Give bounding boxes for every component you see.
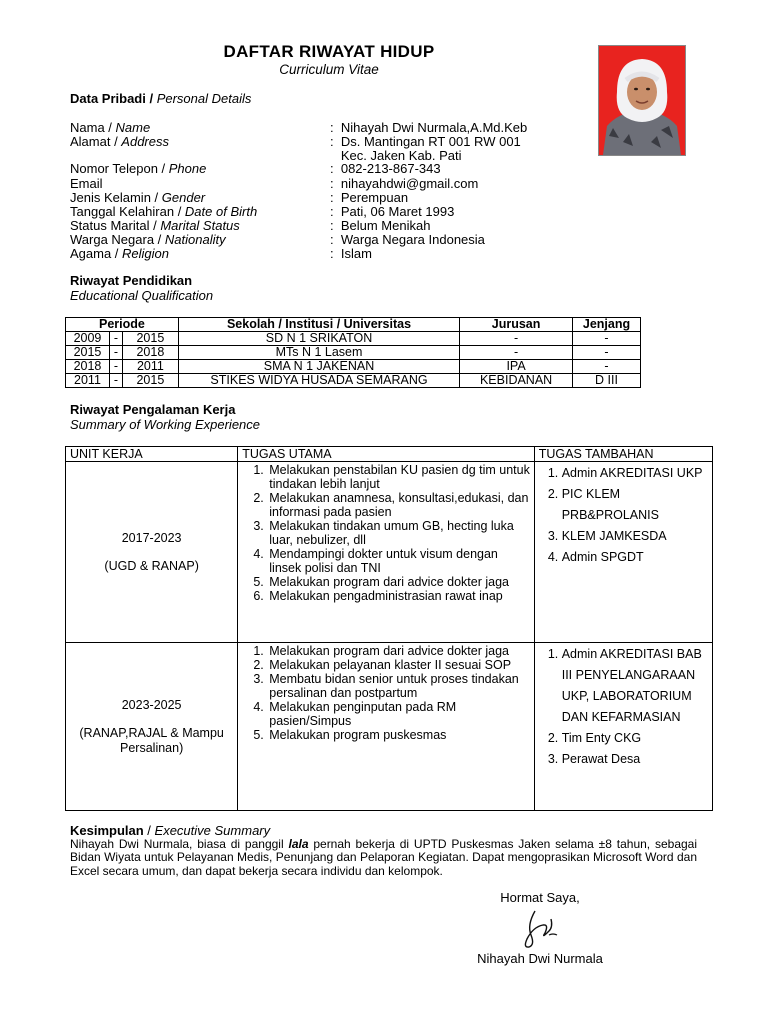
list-item: 3. KLEM JAMKESDA — [562, 526, 711, 547]
period-dash: - — [109, 374, 122, 388]
period-end: 2015 — [122, 374, 178, 388]
level-cell: - — [573, 332, 641, 346]
col-level: Jenjang — [573, 318, 641, 332]
period-dash: - — [109, 346, 122, 360]
education-heading-en: Educational Qualification — [70, 288, 214, 303]
education-table — [65, 317, 641, 388]
period-end: 2015 — [122, 332, 178, 346]
period-end: 2011 — [122, 360, 178, 374]
period-start: 2011 — [66, 374, 110, 388]
main-tasks-cell — [238, 643, 534, 811]
summary-heading: Kesimpulan — [70, 823, 144, 838]
major-cell: KEBIDANAN — [460, 374, 573, 388]
list-item: 5. Melakukan program dari advice dokter jaga — [267, 575, 532, 589]
table-row — [66, 332, 641, 346]
table-row — [66, 346, 641, 360]
personal-label: Alamat / Address — [70, 134, 169, 149]
unit-cell — [66, 643, 238, 811]
table-row — [66, 374, 641, 388]
work-unit: (RANAP,RAJAL & Mampu Persalinan) — [79, 725, 224, 755]
document-subtitle: Curriculum Vitae — [279, 62, 379, 77]
table-row — [66, 643, 713, 811]
col-main-tasks: TUGAS UTAMA — [238, 447, 534, 462]
list-item: 2. Tim Enty CKG — [562, 728, 711, 749]
personal-value: : Ds. Mantingan RT 001 RW 001 — [330, 134, 521, 149]
extra-tasks-cell — [534, 462, 712, 643]
level-cell: D III — [573, 374, 641, 388]
col-school: Sekolah / Institusi / Universitas — [178, 318, 459, 332]
work-heading: Riwayat Pengalaman Kerja — [70, 402, 236, 417]
col-unit: UNIT KERJA — [66, 447, 238, 462]
list-item: 3. Membatu bidan senior untuk proses tindakan persalinan dan postpartum — [267, 672, 532, 700]
personal-value: : nihayahdwi@gmail.com — [330, 176, 479, 191]
level-cell: - — [573, 360, 641, 374]
school-cell: MTs N 1 Lasem — [178, 346, 459, 360]
executive-summary: Kesimpulan / Executive Summary Nihayah Dwi Nurmala, biasa di panggil lala pernah bekerja di UPTD Puskesmas Jaken selama ±8 tahun, sebagai Bidan Wiyata untuk Pelayanan Medis, Penunjang dan Pelaporan Kegiatan. Dapat mengoprasikan Microsoft Word dan Excel secara umum, dan dapat bekerja secara individu dan kelompok. — [70, 823, 698, 878]
list-item: 4. Mendampingi dokter untuk visum dengan linsek polisi dan TNI — [267, 547, 532, 575]
personal-value: : Perempuan — [330, 190, 409, 205]
main-tasks-cell — [238, 462, 534, 643]
summary-heading-en: Executive Summary — [154, 823, 271, 838]
major-cell: IPA — [460, 360, 573, 374]
personal-label: Status Marital / Marital Status — [70, 218, 240, 233]
level-cell: - — [573, 346, 641, 360]
signature-block — [440, 890, 640, 966]
personal-label: Agama / Religion — [70, 246, 170, 261]
list-item: 1. Admin AKREDITASI BAB III PENYELANGARAAN UKP, LABORATORIUM DAN KEFARMASIAN — [562, 644, 711, 728]
summary-text: Nihayah Dwi Nurmala, biasa di panggil lala pernah bekerja di UPTD Puskesmas Jaken selama ±8 tahun, sebagai Bidan Wiyata untuk Pelayanan Medis, Penunjang dan Pelaporan Kegiatan. Dapat mengoprasikan Microsoft Word dan Excel secara umum, dan dapat bekerja secara individu dan kelompok. — [70, 836, 698, 878]
list-item: 3. Perawat Desa — [562, 749, 711, 770]
signer-name: Nihayah Dwi Nurmala — [477, 951, 603, 966]
period-start: 2009 — [66, 332, 110, 346]
personal-value: : 082-213-867-343 — [330, 161, 441, 176]
closing-greeting: Hormat Saya, — [500, 890, 580, 905]
personal-label: Tanggal Kelahiran / Date of Birth — [70, 204, 258, 219]
table-row — [66, 360, 641, 374]
education-heading: Riwayat Pendidikan — [70, 273, 193, 288]
personal-label: Nama / Name — [70, 120, 151, 135]
period-dash: - — [109, 360, 122, 374]
list-item: 1. Admin AKREDITASI UKP — [562, 463, 711, 484]
col-major: Jurusan — [460, 318, 573, 332]
col-extra-tasks: TUGAS TAMBAHAN — [534, 447, 712, 462]
work-period: 2023-2025 — [121, 697, 182, 712]
personal-value: Kec. Jaken Kab. Pati — [340, 148, 462, 163]
list-item: 6. Melakukan pengadministrasian rawat inap — [267, 589, 532, 603]
list-item: 2. Melakukan pelayanan klaster II sesuai SOP — [267, 658, 532, 672]
list-item: 3. Melakukan tindakan umum GB, hecting luka luar, nebulizer, dll — [267, 519, 532, 547]
list-item: 2. Melakukan anamnesa, konsultasi,edukasi, dan informasi pada pasien — [267, 491, 532, 519]
personal-value: : Warga Negara Indonesia — [330, 232, 485, 247]
period-dash: - — [109, 332, 122, 346]
school-cell: SMA N 1 JAKENAN — [178, 360, 459, 374]
list-item: 4. Melakukan penginputan pada RM pasien/Simpus — [267, 700, 532, 728]
unit-cell — [66, 462, 238, 643]
signature-mark — [505, 905, 575, 951]
list-item: 2. PIC KLEM PRB&PROLANIS — [562, 484, 711, 526]
work-heading-en: Summary of Working Experience — [70, 417, 261, 432]
col-periode: Periode — [66, 318, 179, 332]
period-start: 2015 — [66, 346, 110, 360]
list-item: 1. Melakukan program dari advice dokter jaga — [267, 644, 532, 658]
personal-label: Warga Negara / Nationality — [70, 232, 226, 247]
document-title: DAFTAR RIWAYAT HIDUP — [223, 42, 435, 61]
school-cell: SD N 1 SRIKATON — [178, 332, 459, 346]
work-table — [65, 446, 713, 811]
personal-label: Jenis Kelamin / Gender — [70, 190, 206, 205]
work-period: 2017-2023 — [121, 530, 182, 545]
work-unit: (UGD & RANAP) — [104, 558, 199, 573]
list-item: 5. Melakukan program puskesmas — [267, 728, 532, 742]
personal-heading: Data Pribadi / Personal Details — [70, 91, 252, 106]
personal-value: : Nihayah Dwi Nurmala,A.Md.Keb — [330, 120, 528, 135]
personal-label: Email — [70, 176, 103, 191]
list-item: 1. Melakukan penstabilan KU pasien dg tim untuk tindakan lebih lanjut — [267, 463, 532, 491]
major-cell: - — [460, 332, 573, 346]
personal-value: : Islam — [330, 246, 372, 261]
personal-value: : Belum Menikah — [330, 218, 431, 233]
major-cell: - — [460, 346, 573, 360]
period-end: 2018 — [122, 346, 178, 360]
personal-label: Nomor Telepon / Phone — [70, 161, 207, 176]
list-item: 4. Admin SPGDT — [562, 547, 711, 568]
personal-value: : Pati, 06 Maret 1993 — [330, 204, 455, 219]
extra-tasks-cell — [534, 643, 712, 811]
school-cell: STIKES WIDYA HUSADA SEMARANG — [178, 374, 459, 388]
table-row — [66, 462, 713, 643]
profile-photo — [598, 45, 686, 156]
period-start: 2018 — [66, 360, 110, 374]
